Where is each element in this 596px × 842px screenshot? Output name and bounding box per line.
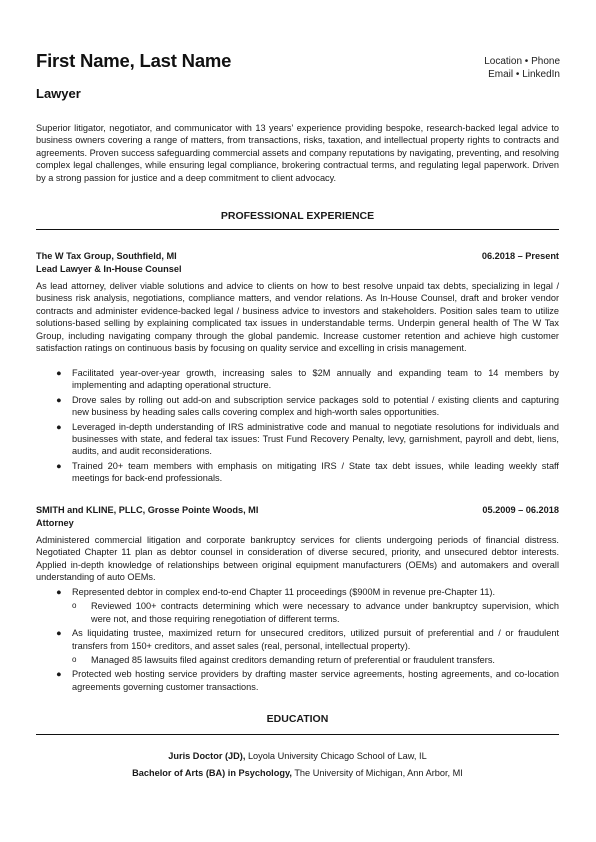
list-item <box>36 421 559 458</box>
bullet-icon: ● <box>56 628 62 639</box>
job-company: The W Tax Group, Southfield, MI <box>36 251 177 261</box>
bullet-text: Leveraged in-depth understanding of IRS administrative code and manual to negotiate resolutions for individuals and businesses with state, and federal tax issues: Trust Fund Recovery Penalty, levy, garnishment, payroll and debt, liens, audits, and audit reconsiderations. <box>72 421 559 457</box>
school: The University of Michigan, Ann Arbor, MI <box>291 768 463 778</box>
education-entry <box>36 765 559 782</box>
candidate-name: First Name, Last Name <box>36 50 232 71</box>
bullet-text: Represented debtor in complex end-to-end Chapter 11 proceedings ($900M in revenue pre-Chapter 11). <box>72 587 496 597</box>
bullet-icon: ● <box>56 460 62 471</box>
job-description: As lead attorney, deliver viable solutions and advice to clients on how to best resolve unpaid tax debts, specializing in legal / business risk analysis, negotiations, compliance matters, and vendor relations. As In-House Counsel, draft and broker vendor contracts and administer evidence-backed legal / business advice to investors and stakeholders. Position sales team to utilize solutions-based selling by explaining complicated tax issues in understandable terms. Underpin general health of The W Tax Group, including navigating company through the global pandemic. Increase customer retention and achieve high customer satisfaction ratings on continuous basis by focusing on quality service and excelling in crisis management. <box>36 281 559 354</box>
list-item <box>36 627 559 652</box>
bullet-icon: ● <box>56 587 62 597</box>
job-bullet-list <box>36 586 559 695</box>
bullet-text: Reviewed 100+ contracts determining which were necessary to advance under bankruptcy supervision, which were not, and those requiring renegotiation of different terms. <box>91 601 559 624</box>
bullet-icon: ● <box>56 669 62 680</box>
bullet-text: Drove sales by rolling out add-on and subscription service packages sold to potential / existing clients and capturing new business by heading sales calls covering complex and high-worth sales opportunities. <box>72 394 559 418</box>
job-bullet-list <box>36 367 559 487</box>
section-heading-education: EDUCATION <box>266 713 329 725</box>
bullet-icon: ● <box>56 421 62 432</box>
bullet-text: Managed 85 lawsuits filed against creditors demanding return of preferential or fraudulent transfers. <box>91 655 495 666</box>
list-item <box>36 367 559 392</box>
list-item <box>36 586 559 598</box>
bullet-text: As liquidating trustee, maximized return for unsecured creditors, utilized pursuit of preferential and / or fraudulent transfers from 150+ creditors, and asset sales (real, personal, intellectual property). <box>72 628 559 651</box>
bullet-icon: ● <box>56 394 62 405</box>
list-item <box>36 654 559 666</box>
education-list <box>36 748 559 782</box>
section-divider <box>36 229 559 230</box>
job-title: Lawyer <box>36 86 81 101</box>
job-role: Lead Lawyer & In-House Counsel <box>36 263 182 274</box>
degree: Juris Doctor (JD), <box>168 751 246 761</box>
bullet-text: Trained 20+ team members with emphasis on mitigating IRS / State tax debt issues, while leading weekly staff meetings for back-end professionals. <box>72 460 559 484</box>
education-entry <box>36 748 559 765</box>
job-header <box>36 250 559 275</box>
section-divider <box>36 734 559 735</box>
bullet-text: Protected web hosting service providers by drafting master service agreements, hosting agreements, and co-location agreements governing customer transactions. <box>72 669 559 692</box>
list-item <box>36 668 559 693</box>
resume-header <box>36 0 560 120</box>
job-dates: 06.2018 – Present <box>481 251 559 261</box>
degree: Bachelor of Arts (BA) in Psychology, <box>132 768 292 778</box>
contact-info <box>484 55 560 81</box>
job-role: Attorney <box>36 517 74 528</box>
contact-location-phone: Location • Phone <box>484 56 560 67</box>
job-description: Administered commercial litigation and corporate bankruptcy services for clients undergoing periods of financial distress. Negotiated Chapter 11 plan as debtor counsel in consideration of diverse secured, priority, and unsecured debtor interests. Applied in-depth knowledge of relationships between original equipment manufacturers (OEMs) and automakers and overall understanding of auto OEMs. <box>36 535 559 583</box>
summary-paragraph: Superior litigator, negotiator, and communicator with 13 years' experience providing bespoke, research-backed legal advice to business owners covering a range of matters, from transactions, risks, taxation, and intellectual property rights to contracts and agreements. Proven success safeguarding commercial assets and company reputations by navigating, preventing, and resolving complex legal challenges, while ensuring legal compliance, brokering contractual terms, and regulating legal paperwork. Driven by a strong passion for justice and a deep commitment to client advocacy. <box>36 123 559 183</box>
job-header <box>36 504 559 529</box>
bullet-text: Facilitated year-over-year growth, increasing sales to $2M annually and expanding team to 14 members by implementing and adapting operational structure. <box>72 368 559 391</box>
section-heading-experience: PROFESSIONAL EXPERIENCE <box>220 210 375 222</box>
sub-bullet-icon: o <box>72 655 77 665</box>
school: Loyola University Chicago School of Law, IL <box>245 751 427 761</box>
contact-email-linkedin: Email • LinkedIn <box>488 69 560 80</box>
job-dates: 05.2009 – 06.2018 <box>482 505 559 515</box>
job-company: SMITH and KLINE, PLLC, Grosse Pointe Woods, MI <box>36 505 259 515</box>
list-item <box>36 460 559 485</box>
sub-bullet-icon: o <box>72 601 77 611</box>
list-item <box>36 600 559 625</box>
bullet-icon: ● <box>56 368 62 378</box>
list-item <box>36 394 559 419</box>
